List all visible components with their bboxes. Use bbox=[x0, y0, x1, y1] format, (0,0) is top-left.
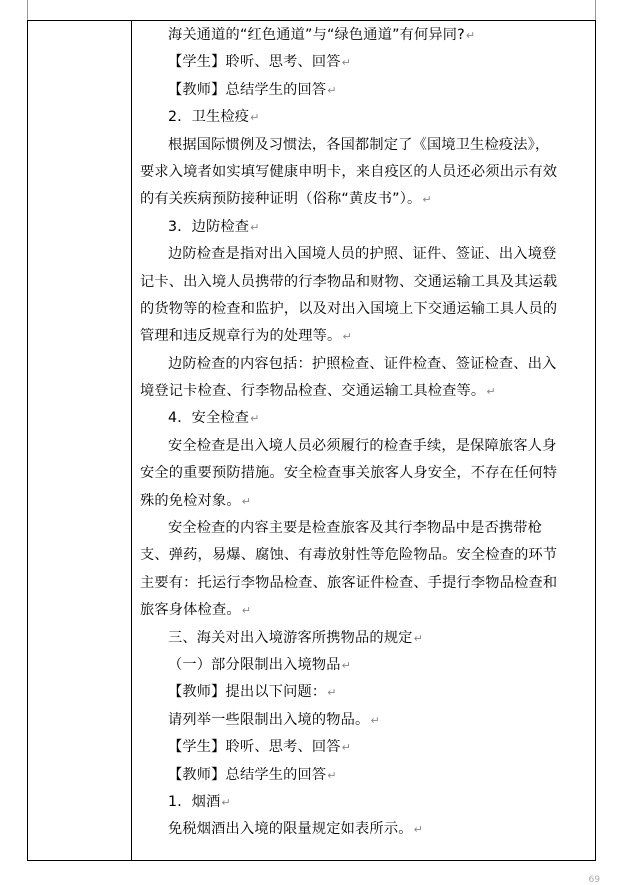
paragraph-mark-icon: ↵ bbox=[327, 768, 337, 782]
paragraph-mark-icon: ↵ bbox=[250, 111, 260, 125]
text-line bbox=[140, 625, 592, 652]
paragraph-mark-icon: ↵ bbox=[342, 330, 352, 344]
line-text: 4．安全检查 bbox=[168, 410, 250, 427]
paragraph-mark-icon: ↵ bbox=[370, 713, 380, 727]
line-text: 支、弹药，易爆、腐蚀、有毒放射性等危险物品。安全检查的环节 bbox=[140, 547, 558, 564]
text-line bbox=[140, 515, 592, 542]
paragraph-mark-icon: ↵ bbox=[413, 631, 424, 645]
line-text: 境登记卡检查、行李物品检查、交通运输工具检查等。 bbox=[140, 383, 486, 400]
paragraph-mark-icon: ↵ bbox=[221, 795, 231, 809]
text-line bbox=[140, 707, 592, 734]
text-line bbox=[140, 405, 592, 432]
text-line bbox=[140, 378, 592, 405]
line-text: 的货物等的检查和监护，以及对出入国境上下交通运输工具人员的 bbox=[140, 300, 558, 317]
text-line bbox=[140, 460, 592, 487]
crop-mark-right bbox=[595, 0, 596, 20]
table-right-border bbox=[595, 20, 596, 861]
line-text: 的有关疾病预防接种证明（俗称“黄皮书”）。 bbox=[140, 191, 422, 208]
paragraph-mark-icon: ↵ bbox=[465, 29, 476, 42]
line-text: 安全检查是出入境人员必须履行的检查手续，是保障旅客人身 bbox=[168, 437, 557, 454]
line-text: 管理和违反规章行为的处理等。 bbox=[140, 328, 342, 345]
text-line bbox=[140, 734, 592, 761]
paragraph-mark-icon: ↵ bbox=[241, 494, 252, 508]
paragraph-mark-icon: ↵ bbox=[327, 83, 337, 97]
text-line bbox=[140, 597, 592, 624]
text-line bbox=[140, 49, 592, 76]
crop-mark-left bbox=[27, 0, 28, 20]
paragraph-mark-icon: ↵ bbox=[250, 412, 260, 426]
line-text: 【教师】提出以下问题： bbox=[168, 684, 327, 701]
line-text: 边防检查的内容包括：护照检查、证件检查、签证检查、出入 bbox=[168, 355, 557, 372]
text-line bbox=[140, 679, 592, 706]
text-line bbox=[140, 132, 592, 159]
line-text: 三、海关对出入境游客所携物品的规定 bbox=[168, 629, 413, 646]
line-text: 免税烟酒出入境的限量规定如表所示。 bbox=[168, 821, 413, 838]
paragraph-mark-icon: ↵ bbox=[422, 193, 432, 207]
text-line bbox=[140, 323, 592, 350]
line-text: 殊的免检对象。 bbox=[140, 492, 241, 509]
text-line bbox=[140, 351, 592, 378]
line-text: 3．边防检查 bbox=[168, 218, 250, 235]
text-line bbox=[140, 570, 592, 597]
line-text: 主要有：托运行李物品检查、旅客证件检查、手提行李物品检查和 bbox=[140, 574, 558, 591]
text-line bbox=[140, 542, 592, 569]
table-top-border bbox=[27, 20, 596, 21]
text-line bbox=[140, 488, 592, 515]
line-text: 请列举一些限制出入境的物品。 bbox=[168, 711, 370, 728]
text-line bbox=[140, 159, 592, 186]
line-text: 边防检查是指对出入国境人员的护照、证件、签证、出入境登 bbox=[168, 246, 557, 263]
text-line bbox=[140, 789, 592, 816]
text-line bbox=[140, 241, 592, 268]
line-text: 安全的重要预防措施。安全检查事关旅客人身安全，不存在任何特 bbox=[140, 465, 558, 482]
line-text: 要求入境者如实填写健康申明卡，来自疫区的人员还必须出示有效 bbox=[140, 163, 558, 180]
paragraph-mark-icon: ↵ bbox=[341, 56, 352, 70]
line-text: 海关通道的“红色通道”与“绿色通道”有何异同? bbox=[168, 27, 465, 43]
table-left-border bbox=[27, 20, 28, 861]
line-text: 【教师】总结学生的回答 bbox=[168, 766, 327, 783]
text-line bbox=[140, 816, 592, 843]
paragraph-mark-icon: ↵ bbox=[327, 686, 337, 700]
text-line bbox=[140, 433, 592, 460]
paragraph-mark-icon: ↵ bbox=[413, 823, 424, 837]
text-line bbox=[140, 762, 592, 789]
text-line bbox=[140, 296, 592, 323]
table-column-divider bbox=[131, 20, 132, 861]
paragraph-mark-icon: ↵ bbox=[341, 741, 352, 755]
paragraph-mark-icon: ↵ bbox=[250, 220, 260, 234]
line-text: 根据国际惯例及习惯法，各国都制定了《国境卫生检疫法》， bbox=[168, 136, 550, 153]
paragraph-mark-icon: ↵ bbox=[341, 658, 352, 672]
paragraph-mark-icon: ↵ bbox=[486, 385, 496, 399]
line-text: 记卡、出入境人员携带的行李物品和财物、交通运输工具及其运载 bbox=[140, 273, 558, 290]
line-text: 【学生】聆听、思考、回答 bbox=[168, 54, 341, 71]
line-text: 【教师】总结学生的回答 bbox=[168, 81, 327, 98]
text-line bbox=[140, 104, 592, 131]
text-line bbox=[140, 22, 592, 49]
line-text: 安全检查的内容主要是检查旅客及其行李物品中是否携带枪 bbox=[168, 520, 543, 537]
table-bottom-border bbox=[27, 860, 596, 861]
text-line bbox=[140, 269, 592, 296]
text-line bbox=[140, 186, 592, 213]
text-line bbox=[140, 652, 592, 679]
line-text: （一）部分限制出入境物品 bbox=[168, 656, 341, 673]
page-number: 69 bbox=[588, 875, 600, 885]
line-text: 【学生】聆听、思考、回答 bbox=[168, 739, 341, 756]
text-line bbox=[140, 77, 592, 104]
lesson-content bbox=[140, 22, 592, 844]
line-text: 1．烟酒 bbox=[168, 793, 221, 810]
text-line bbox=[140, 214, 592, 241]
line-text: 2．卫生检疫 bbox=[168, 109, 250, 126]
line-text: 旅客身体检查。 bbox=[140, 602, 241, 619]
paragraph-mark-icon: ↵ bbox=[241, 604, 252, 618]
